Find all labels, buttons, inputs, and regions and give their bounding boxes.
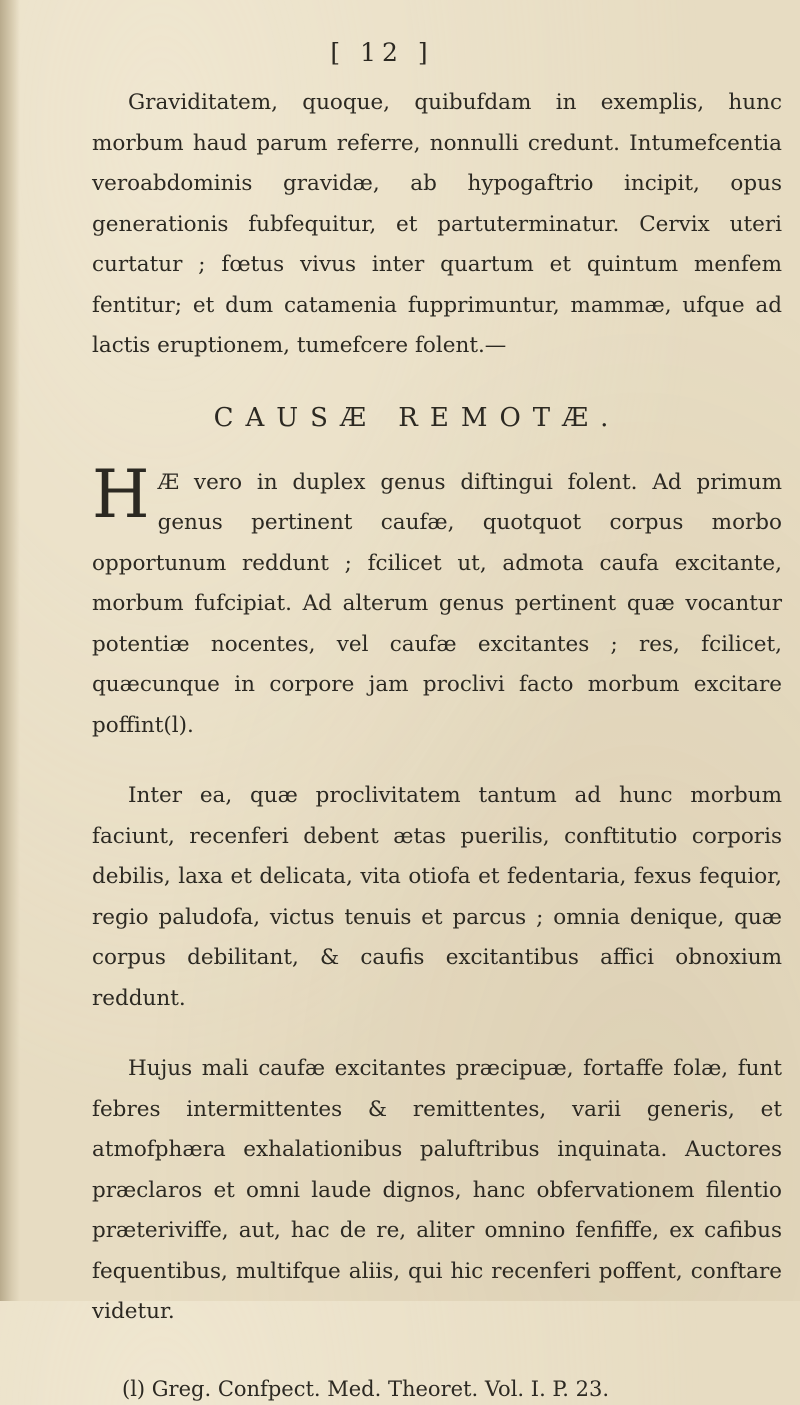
paragraph-gap	[92, 1019, 782, 1049]
page-gutter-shadow	[0, 0, 20, 1301]
drop-cap: H	[92, 455, 150, 533]
paragraph-excitantes: Hujus mali caufæ excitantes præcipuæ, fortaffe folæ, funt febres intermittentes & remittentes, varii generis, et atmofphæra exhalationibus paluftribus inquinata. Auctores præclaros et omni laude dignos, hanc obfervationem filentio præteriviffe, aut, hac de re, aliter omnino fenfiffe, ex cafibus fequentibus, multifque aliis, qui hic recenferi poffent, conftare videtur.	[92, 1056, 782, 1324]
paragraph-causes-text: Æ vero in duplex genus diftingui folent. Ad primum genus pertinent caufæ, quotquot corpus morbo opportunum reddunt ; fcilicet ut, admota caufa excitante, morbum fufcipiat. Ad alterum genus pertinent quæ vocantur potentiæ nocentes, vel caufæ excitantes ; res, fcilicet, quæcunque in corpore jam proclivi facto morbum excitare poffint(l).	[92, 469, 782, 738]
page-number: [ 12 ]	[330, 38, 434, 67]
paragraph-proclivitas: Inter ea, quæ proclivitatem tantum ad hunc morbum faciunt, recenferi debent ætas puerilis, conftitutio corporis debilis, laxa et delicata, vita otiofa et fedentaria, fexus fequior, regio paludofa, victus tenuis et parcus ; omnia denique, quæ corpus debilitant, & caufis excitantibus affici obnoxium reddunt.	[92, 783, 782, 1011]
section-heading: CAUSÆ REMOTÆ.	[213, 402, 621, 433]
paragraph-causes	[92, 455, 782, 747]
book-page	[92, 38, 782, 1405]
footnote: (l) Greg. Confpect. Med. Theoret. Vol. I. P. 23.	[122, 1376, 610, 1401]
paragraph-gap	[92, 746, 782, 776]
paragraph-graviditas: Graviditatem, quoque, quibufdam in exemplis, hunc morbum haud parum referre, nonnulli credunt. Intumefcentia veroabdominis gravidæ, ab hypogaftrio incipit, opus generationis fubfequitur, et partuterminatur. Cervix uteri curtatur ; fœtus vivus inter quartum et quintum menfem fentitur; et dum catamenia fupprimuntur, mammæ, ufque ad lactis eruptionem, tumefcere folent.—	[92, 90, 782, 358]
